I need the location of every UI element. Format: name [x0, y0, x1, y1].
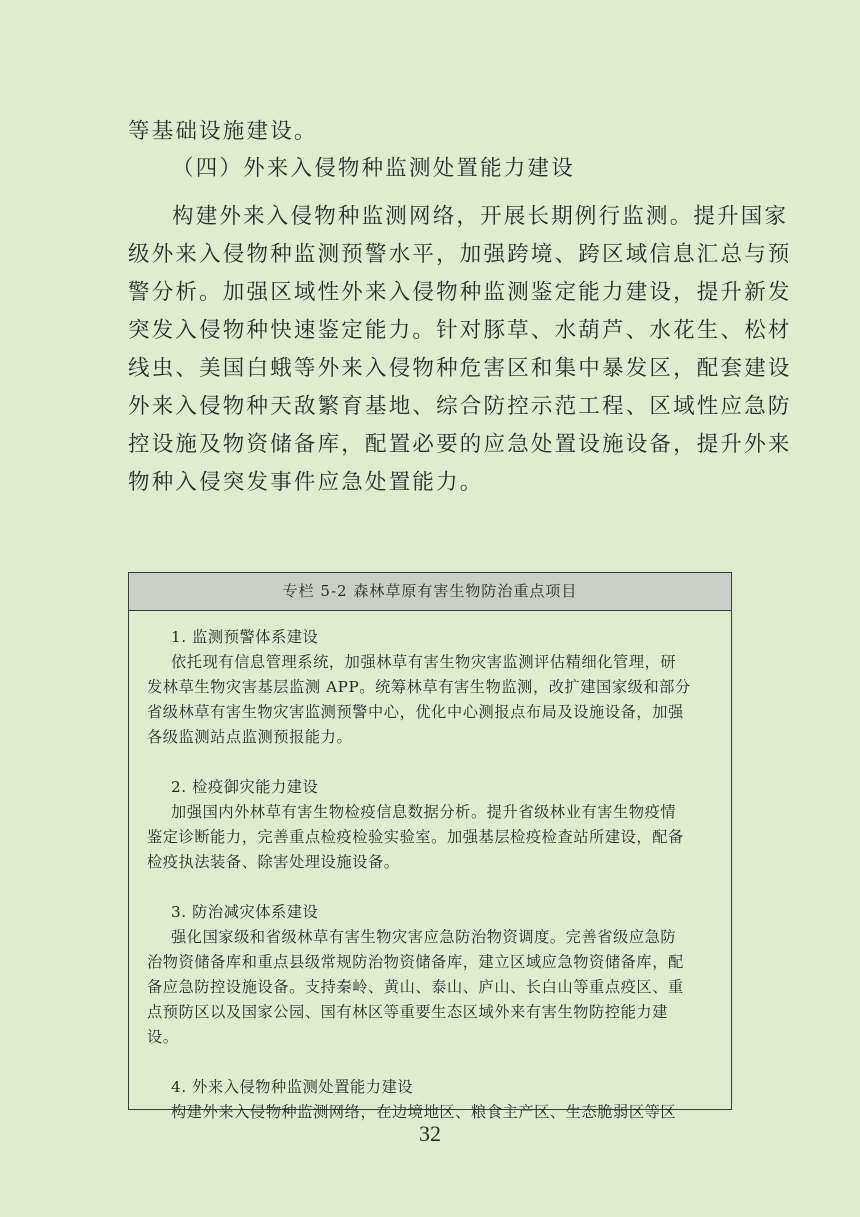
box-section-line: 检疫执法装备、除害处理设施设备。: [147, 853, 400, 871]
box-section-line: 鉴定诊断能力，完善重点检疫检验实验室。加强基层检疫检查站所建设，配备: [147, 828, 684, 846]
box-section-title: 3. 防治减灾体系建设: [171, 903, 319, 921]
text-line: 构建外来入侵物种监测网络，开展长期例行监测。提升国家: [172, 204, 789, 229]
box-section-line: 备应急防控设施设备。支持秦岭、黄山、泰山、庐山、长白山等重点疫区、重: [147, 978, 684, 996]
section-heading: （四）外来入侵物种监测处置能力建设: [172, 156, 575, 181]
box-section-line: 点预防区以及国家公园、国有林区等重要生态区域外来有害生物防控能力建: [147, 1003, 668, 1021]
feature-box: [128, 572, 732, 1121]
box-section-line: 构建外来入侵物种监测网络，在边境地区、粮食主产区、生态脆弱区等区: [171, 1103, 677, 1121]
box-section-line: 依托现有信息管理系统，加强林草有害生物灾害监测评估精细化管理，研: [171, 653, 677, 671]
text-line: 突发入侵物种快速鉴定能力。针对豚草、水葫芦、水花生、松材: [128, 318, 792, 343]
page-number: 32: [419, 1121, 441, 1146]
text-line: 线虫、美国白蛾等外来入侵物种危害区和集中暴发区，配套建设: [128, 356, 792, 381]
box-section-2: [147, 775, 731, 875]
box-section-title: 1. 监测预警体系建设: [171, 628, 319, 646]
text-line: 外来入侵物种天敌繁育基地、综合防控示范工程、区域性应急防: [128, 394, 792, 419]
box-section-line: 省级林草有害生物灾害监测预警中心，优化中心测报点布局及设施设备，加强: [147, 703, 684, 721]
box-section-line: 治物资储备库和重点县级常规防治物资储备库，建立区域应急物资储备库，配: [147, 953, 684, 971]
text-line: 等基础设施建设。: [128, 119, 318, 144]
text-line: 物种入侵突发事件应急处置能力。: [128, 470, 484, 495]
feature-box-title: 专栏 5-2 森林草原有害生物防治重点项目: [129, 573, 731, 611]
box-section-line: 发林草生物灾害基层监测 APP。统筹林草有害生物监测，改扩建国家级和部分: [147, 678, 691, 696]
box-section-1: [147, 625, 731, 750]
text-line: 控设施及物资储备库，配置必要的应急处置设施设备，提升外来: [128, 432, 792, 457]
text-line: 警分析。加强区域性外来入侵物种监测鉴定能力建设，提升新发: [128, 280, 792, 305]
box-section-line: 强化国家级和省级林草有害生物灾害应急防治物资调度。完善省级应急防: [171, 928, 677, 946]
box-section-title: 2. 检疫御灾能力建设: [171, 778, 319, 796]
text-line: 级外来入侵物种监测预警水平，加强跨境、跨区域信息汇总与预: [128, 242, 792, 267]
paragraph-main: [128, 198, 792, 502]
paragraph-top: [128, 113, 732, 151]
feature-box-content: [129, 611, 731, 1125]
box-section-line: 设。: [147, 1028, 179, 1046]
box-section-title: 4. 外来入侵物种监测处置能力建设: [171, 1078, 414, 1096]
box-section-line: 各级监测站点监测预报能力。: [147, 728, 353, 746]
box-section-4: [147, 1075, 731, 1125]
box-section-line: 加强国内外林草有害生物检疫信息数据分析。提升省级林业有害生物疫情: [171, 803, 677, 821]
box-section-3: [147, 900, 731, 1050]
